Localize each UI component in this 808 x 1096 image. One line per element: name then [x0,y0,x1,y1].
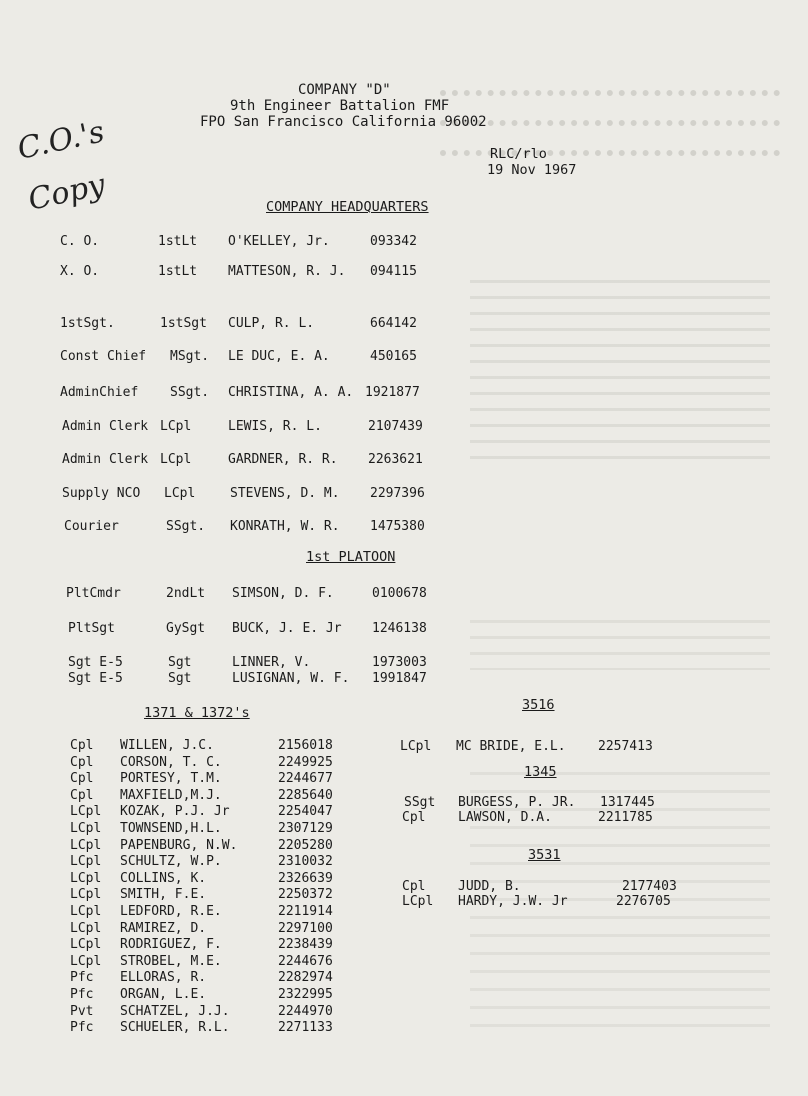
name: TOWNSEND,H.L. [120,821,222,836]
rank: LCpl [70,904,102,919]
rank: LCpl [70,804,102,820]
name: RAMIREZ, D. [120,920,207,936]
rank: MSgt. [170,349,210,364]
name: O'KELLEY, Jr. [228,234,330,249]
rank: LCpl [70,887,102,903]
rank: LCpl [160,452,192,467]
service-number: 2250372 [278,887,333,903]
name: GARDNER, R. R. [228,452,338,467]
service-number: 2244677 [278,771,333,787]
company-hq-title: COMPANY HEADQUARTERS [266,199,429,215]
service-number: 2307129 [278,821,333,836]
rank: Cpl [402,810,426,825]
name: MATTESON, R. J. [228,264,346,279]
mos-1371-title: 1371 & 1372's [144,705,250,721]
service-number: 2263621 [368,452,423,467]
service-number: 2249925 [278,754,333,770]
billet: 1stSgt. [60,316,115,331]
rank: Cpl [70,754,94,770]
name: BURGESS, P. JR. [458,795,576,810]
name: STROBEL, M.E. [120,953,222,969]
rank: Cpl [402,879,426,894]
service-number: 2177403 [622,879,677,894]
rank: GySgt [166,621,206,636]
service-number: 2254047 [278,804,333,820]
service-number: 2156018 [278,738,333,753]
service-number: 2271133 [278,1020,333,1036]
service-number: 664142 [370,316,417,331]
handwritten-note: C.O.'s Copy [14,114,109,218]
name: CORSON, T. C. [120,754,222,770]
company-name: COMPANY "D" [298,82,391,98]
service-number: 1921877 [365,385,420,400]
service-number: 0100678 [372,586,427,601]
name: RODRIGUEZ, F. [120,937,222,953]
rank: Pfc [70,970,94,986]
rank: LCpl [70,854,102,870]
rank: Cpl [70,787,94,803]
service-number: 2244970 [278,1003,333,1019]
billet: PltCmdr [66,586,121,601]
service-number: 1991847 [372,671,427,686]
name: LEWIS, R. L. [228,419,322,434]
rank: SSgt [404,795,436,810]
service-number: 2282974 [278,970,333,986]
name: SCHATZEL, J.J. [120,1003,230,1019]
name: LINNER, V. [232,655,311,670]
service-number: 2211785 [598,810,653,825]
service-number: 2107439 [368,419,423,434]
billet: X. O. [60,264,100,279]
rank: 2ndLt [166,586,206,601]
billet: Sgt E-5 [68,655,123,670]
service-number: 1973003 [372,655,427,670]
name: CULP, R. L. [228,316,315,331]
service-number: 2205280 [278,837,333,853]
name: LEDFORD, R.E. [120,904,222,919]
address: FPO San Francisco California 96002 [200,114,487,130]
mos-3516-title: 3516 [522,697,555,713]
name: COLLINS, K. [120,870,207,886]
service-number: 093342 [370,234,417,249]
service-number: 2285640 [278,787,333,803]
name: CHRISTINA, A. A. [228,385,354,400]
billet: Admin Clerk [62,452,149,467]
service-number: 1475380 [370,519,425,534]
name: SIMSON, D. F. [232,586,334,601]
name: STEVENS, D. M. [230,486,340,501]
rank: LCpl [164,486,196,501]
service-number: 2297396 [370,486,425,501]
name: ELLORAS, R. [120,970,207,986]
rank: LCpl [402,894,434,909]
rank: Cpl [70,771,94,787]
service-number: 2238439 [278,937,333,953]
rank: Sgt [168,655,192,670]
rank: LCpl [70,870,102,886]
billet: C. O. [60,234,100,249]
name: HARDY, J.W. Jr [458,894,568,909]
rank: SSgt. [166,519,206,534]
billet: Supply NCO [62,486,141,501]
platoon1-title: 1st PLATOON [306,549,396,565]
name: KOZAK, P.J. Jr [120,804,230,820]
rank: LCpl [70,821,102,836]
service-number: 2322995 [278,987,333,1002]
service-number: 1317445 [600,795,655,810]
name: JUDD, B. [458,879,521,894]
rank: 1stSgt [160,316,207,331]
billet: Admin Clerk [62,419,149,434]
name: SMITH, F.E. [120,887,207,903]
rank: Pfc [70,1020,94,1036]
name: BUCK, J. E. Jr [232,621,342,636]
name: MAXFIELD,M.J. [120,787,222,803]
service-number: 2326639 [278,870,333,886]
service-number: 094115 [370,264,417,279]
rank: LCpl [160,419,192,434]
rank: LCpl [70,953,102,969]
name: ORGAN, L.E. [120,987,207,1002]
name: LE DUC, E. A. [228,349,330,364]
mos-1345-title: 1345 [524,764,557,780]
mos-3531-title: 3531 [528,847,561,863]
name: PAPENBURG, N.W. [120,837,238,853]
name: MC BRIDE, E.L. [456,739,566,754]
service-number: 2297100 [278,920,333,936]
rank: SSgt. [170,385,210,400]
billet: Sgt E-5 [68,671,123,686]
rank: LCpl [70,920,102,936]
ref-date: 19 Nov 1967 [487,162,577,178]
rank: Cpl [70,738,94,753]
rank: 1stLt [158,234,198,249]
name: LUSIGNAN, W. F. [232,671,350,686]
name: KONRATH, W. R. [230,519,340,534]
rank: LCpl [400,739,432,754]
rank: Sgt [168,671,192,686]
service-number: 2211914 [278,904,333,919]
name: WILLEN, J.C. [120,738,214,753]
battalion-name: 9th Engineer Battalion FMF [230,98,450,114]
billet: Courier [64,519,119,534]
billet: AdminChief [60,385,139,400]
rank: 1stLt [158,264,198,279]
name: LAWSON, D.A. [458,810,552,825]
rank: LCpl [70,837,102,853]
ref-initials: RLC/rlo [490,146,547,162]
rank: LCpl [70,937,102,953]
service-number: 2244676 [278,953,333,969]
service-number: 1246138 [372,621,427,636]
service-number: 2257413 [598,739,653,754]
name: PORTESY, T.M. [120,771,222,787]
service-number: 2276705 [616,894,671,909]
name: SCHUELER, R.L. [120,1020,230,1036]
rank: Pvt [70,1003,94,1019]
name: SCHULTZ, W.P. [120,854,222,870]
rank: Pfc [70,987,94,1002]
billet: PltSgt [68,621,115,636]
billet: Const Chief [60,349,147,364]
service-number: 450165 [370,349,417,364]
service-number: 2310032 [278,854,333,870]
